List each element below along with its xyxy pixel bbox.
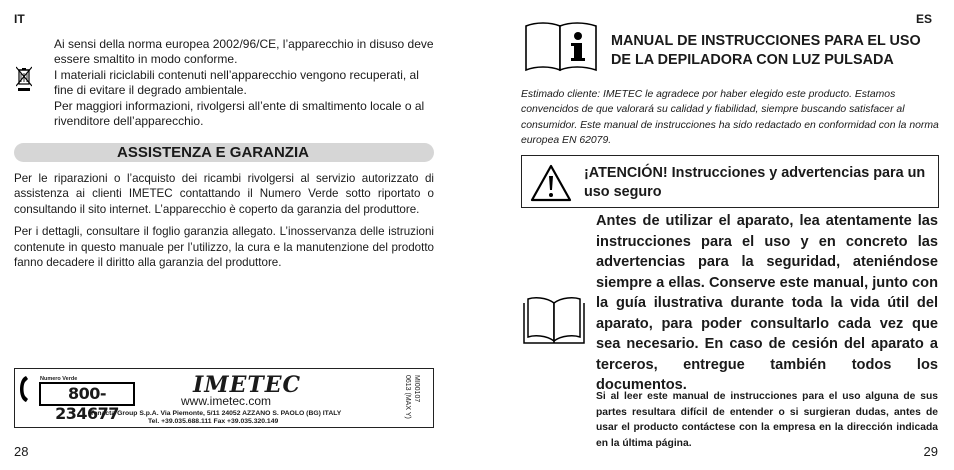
sub-warning-text: Si al leer este manual de instrucciones para el uso alguna de sus partes resultara difícil de entender o si surgieran dudas, antes de usar el producto contáctese con la empresa en la dirección indicada en la última página. (596, 391, 938, 449)
warning-title: ¡ATENCIÓN! Instrucciones y advertencias para un uso seguro (584, 165, 926, 200)
phone-icon (19, 375, 29, 403)
numero-verde-label: Numero Verde (40, 376, 78, 382)
warranty-paragraph: Per i dettagli, consultare il foglio garanzia allegato. L’inosservanza delle istruzioni contenute in questo manuale per l’utilizzo, la cura e la manutenzione del prodotto fanno decadere il diritto alla garanzia del produttore. (14, 225, 434, 270)
manual-title: MANUAL DE INSTRUCCIONES PARA EL USO DE LA DEPILADORA CON LUZ PULSADA (611, 33, 921, 68)
crossed-bin-icon (16, 66, 32, 92)
warning-triangle-icon (530, 164, 572, 202)
safety-warning-box (521, 155, 939, 208)
language-code-es: ES (915, 12, 932, 26)
document-code (403, 375, 421, 419)
intro-text: Estimado cliente: IMETEC le agradece por haber elegido este producto. Estamos convencidos de que valorará su calidad y fiabilidad, siempre buscando satisfacer al consumidor. Este manual de instrucciones ha sido redactado en conformidad con la norma europea EN 62079. (521, 89, 939, 146)
disposal-paragraph: I materiali riciclabili contenuti nell’apparecchio vengono recuperati, al fine di evitare il degrado ambientale. (54, 67, 419, 98)
contact-footer-box (14, 368, 434, 428)
page-number-left: 28 (14, 444, 29, 459)
language-code-it: IT (14, 12, 25, 26)
website-link[interactable]: www.imetec.com (181, 394, 272, 408)
document-code-line: MI00107 (413, 375, 420, 403)
info-manual-icon (522, 20, 602, 73)
warranty-paragraph: Per le riparazioni o l’acquisto dei ricambi rivolgersi al servizio autorizzato di assistenza ai clienti IMETEC contattando il Numero Verde sotto riportato o consultando il sito internet. L’apparecchio è coperto da garanzia del produttore. (14, 172, 434, 216)
section-title: ASSISTENZA E GARANZIA (117, 144, 309, 161)
company-address: Tenacta Group S.p.A. Via Piemonte, 5/11 24052 AZZANO S. PAOLO (BG) ITALY (90, 410, 342, 417)
brand-logo: IMETEC (193, 372, 302, 398)
warranty-text (14, 171, 434, 277)
disposal-paragraph: Per maggiori informazioni, rivolgersi all’ente di smaltimento locale o al rivenditore dell’apparecchio. (54, 98, 425, 129)
company-contacts: Tel. +39.035.688.111 Fax +39.035.320.149 (148, 418, 279, 425)
toll-free-number: 800-234677 (39, 382, 135, 406)
page-number-right: 29 (923, 444, 938, 459)
document-code-line: 0613 (MAX Y) (404, 375, 411, 419)
disposal-text (54, 37, 434, 129)
main-warning-text: Antes de utilizar el aparato, lea atentamente las instrucciones para el uso y en concreto las advertencias para la seguridad, ateniéndose siempre a ellas. Conserve este manual, junto con la guía ilustrativa durante toda la vida útil del aparato, para poder consultarlo cada vez que sea necesario. En caso de cesión del aparato a terceros, entregue también todos los documentos. (596, 213, 938, 393)
open-book-icon (522, 293, 586, 345)
disposal-paragraph: Ai sensi della norma europea 2002/96/CE, l’apparecchio in disuso deve essere smaltito in modo conforme. (54, 37, 434, 67)
